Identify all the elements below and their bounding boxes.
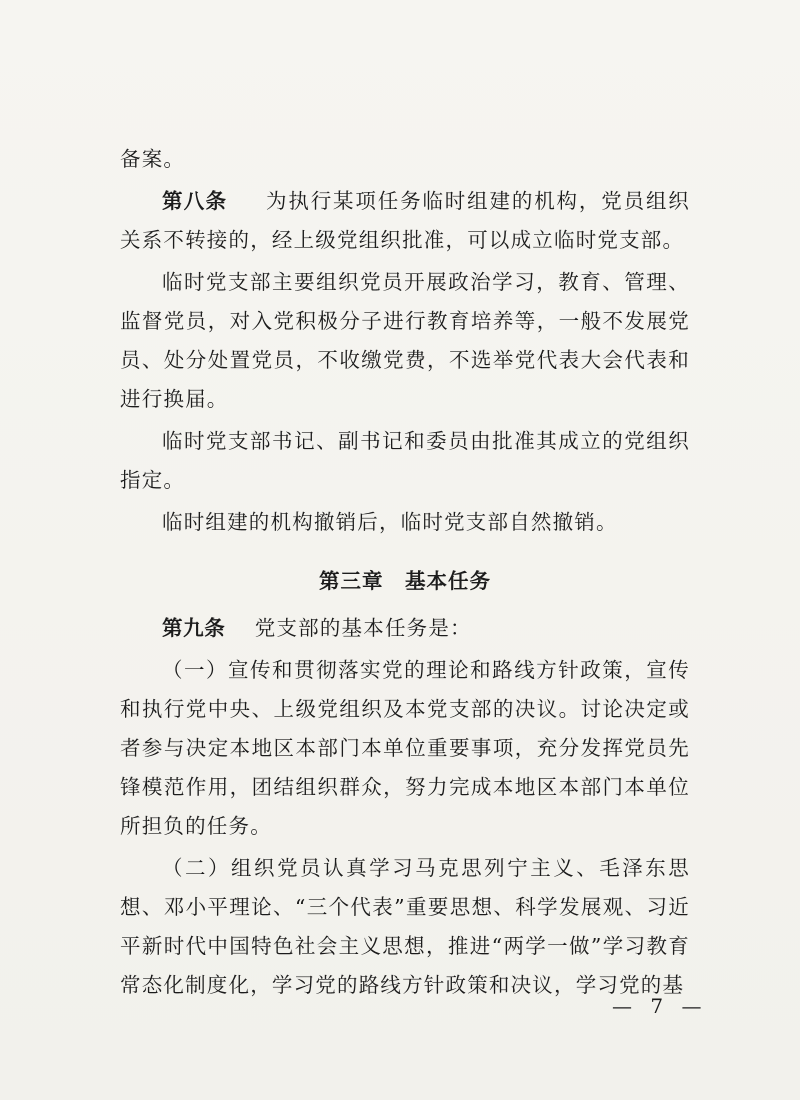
document-body (120, 140, 690, 1005)
article-9-text: 党支部的基本任务是： (254, 616, 472, 640)
article-8-text: 为执行某项任务临时组建的机构，党员组织关系不转接的，经上级党组织批准，可以成立临时党支部。 (120, 189, 690, 252)
paragraph-continuation (120, 140, 690, 179)
paragraph-text: 临时党支部书记、副书记和委员由批准其成立的党组织指定。 (120, 429, 690, 492)
continuation-text: 备案。 (120, 147, 186, 171)
chapter-title: 第三章 基本任务 (319, 569, 491, 593)
article-8 (120, 182, 690, 260)
article-9-label: 第九条 (162, 616, 226, 640)
article-9 (120, 609, 690, 648)
paragraph-text: 临时组建的机构撤销后，临时党支部自然撤销。 (162, 510, 618, 534)
page-number: — 7 — (612, 994, 708, 1018)
paragraph-temp-branch-secretary (120, 422, 690, 500)
paragraph-text: 临时党支部主要组织党员开展政治学习，教育、管理、监督党员，对入党积极分子进行教育培养等，一般不发展党员、处分处置党员，不收缴党费，不选举党代表大会代表和进行换届。 (120, 270, 690, 411)
paragraph-temp-branch-dissolve (120, 503, 690, 542)
paragraph-temp-branch-duties (120, 263, 690, 419)
task-item-2 (120, 849, 690, 1005)
task-item-1 (120, 651, 690, 846)
task-item-text: （二）组织党员认真学习马克思列宁主义、毛泽东思想、邓小平理论、“三个代表”重要思想、科学发展观、习近平新时代中国特色社会主义思想，推进“两学一做”学习教育常态化制度化，学习党的路线方针政策和决议，学习党的基 (120, 856, 690, 997)
task-item-text: （一）宣传和贯彻落实党的理论和路线方针政策，宣传和执行党中央、上级党组织及本党支部的决议。讨论决定或者参与决定本地区本部门本单位重要事项，充分发挥党员先锋模范作用，团结组织群众，努力完成本地区本部门本单位所担负的任务。 (120, 658, 690, 838)
article-8-label: 第八条 (162, 189, 228, 213)
